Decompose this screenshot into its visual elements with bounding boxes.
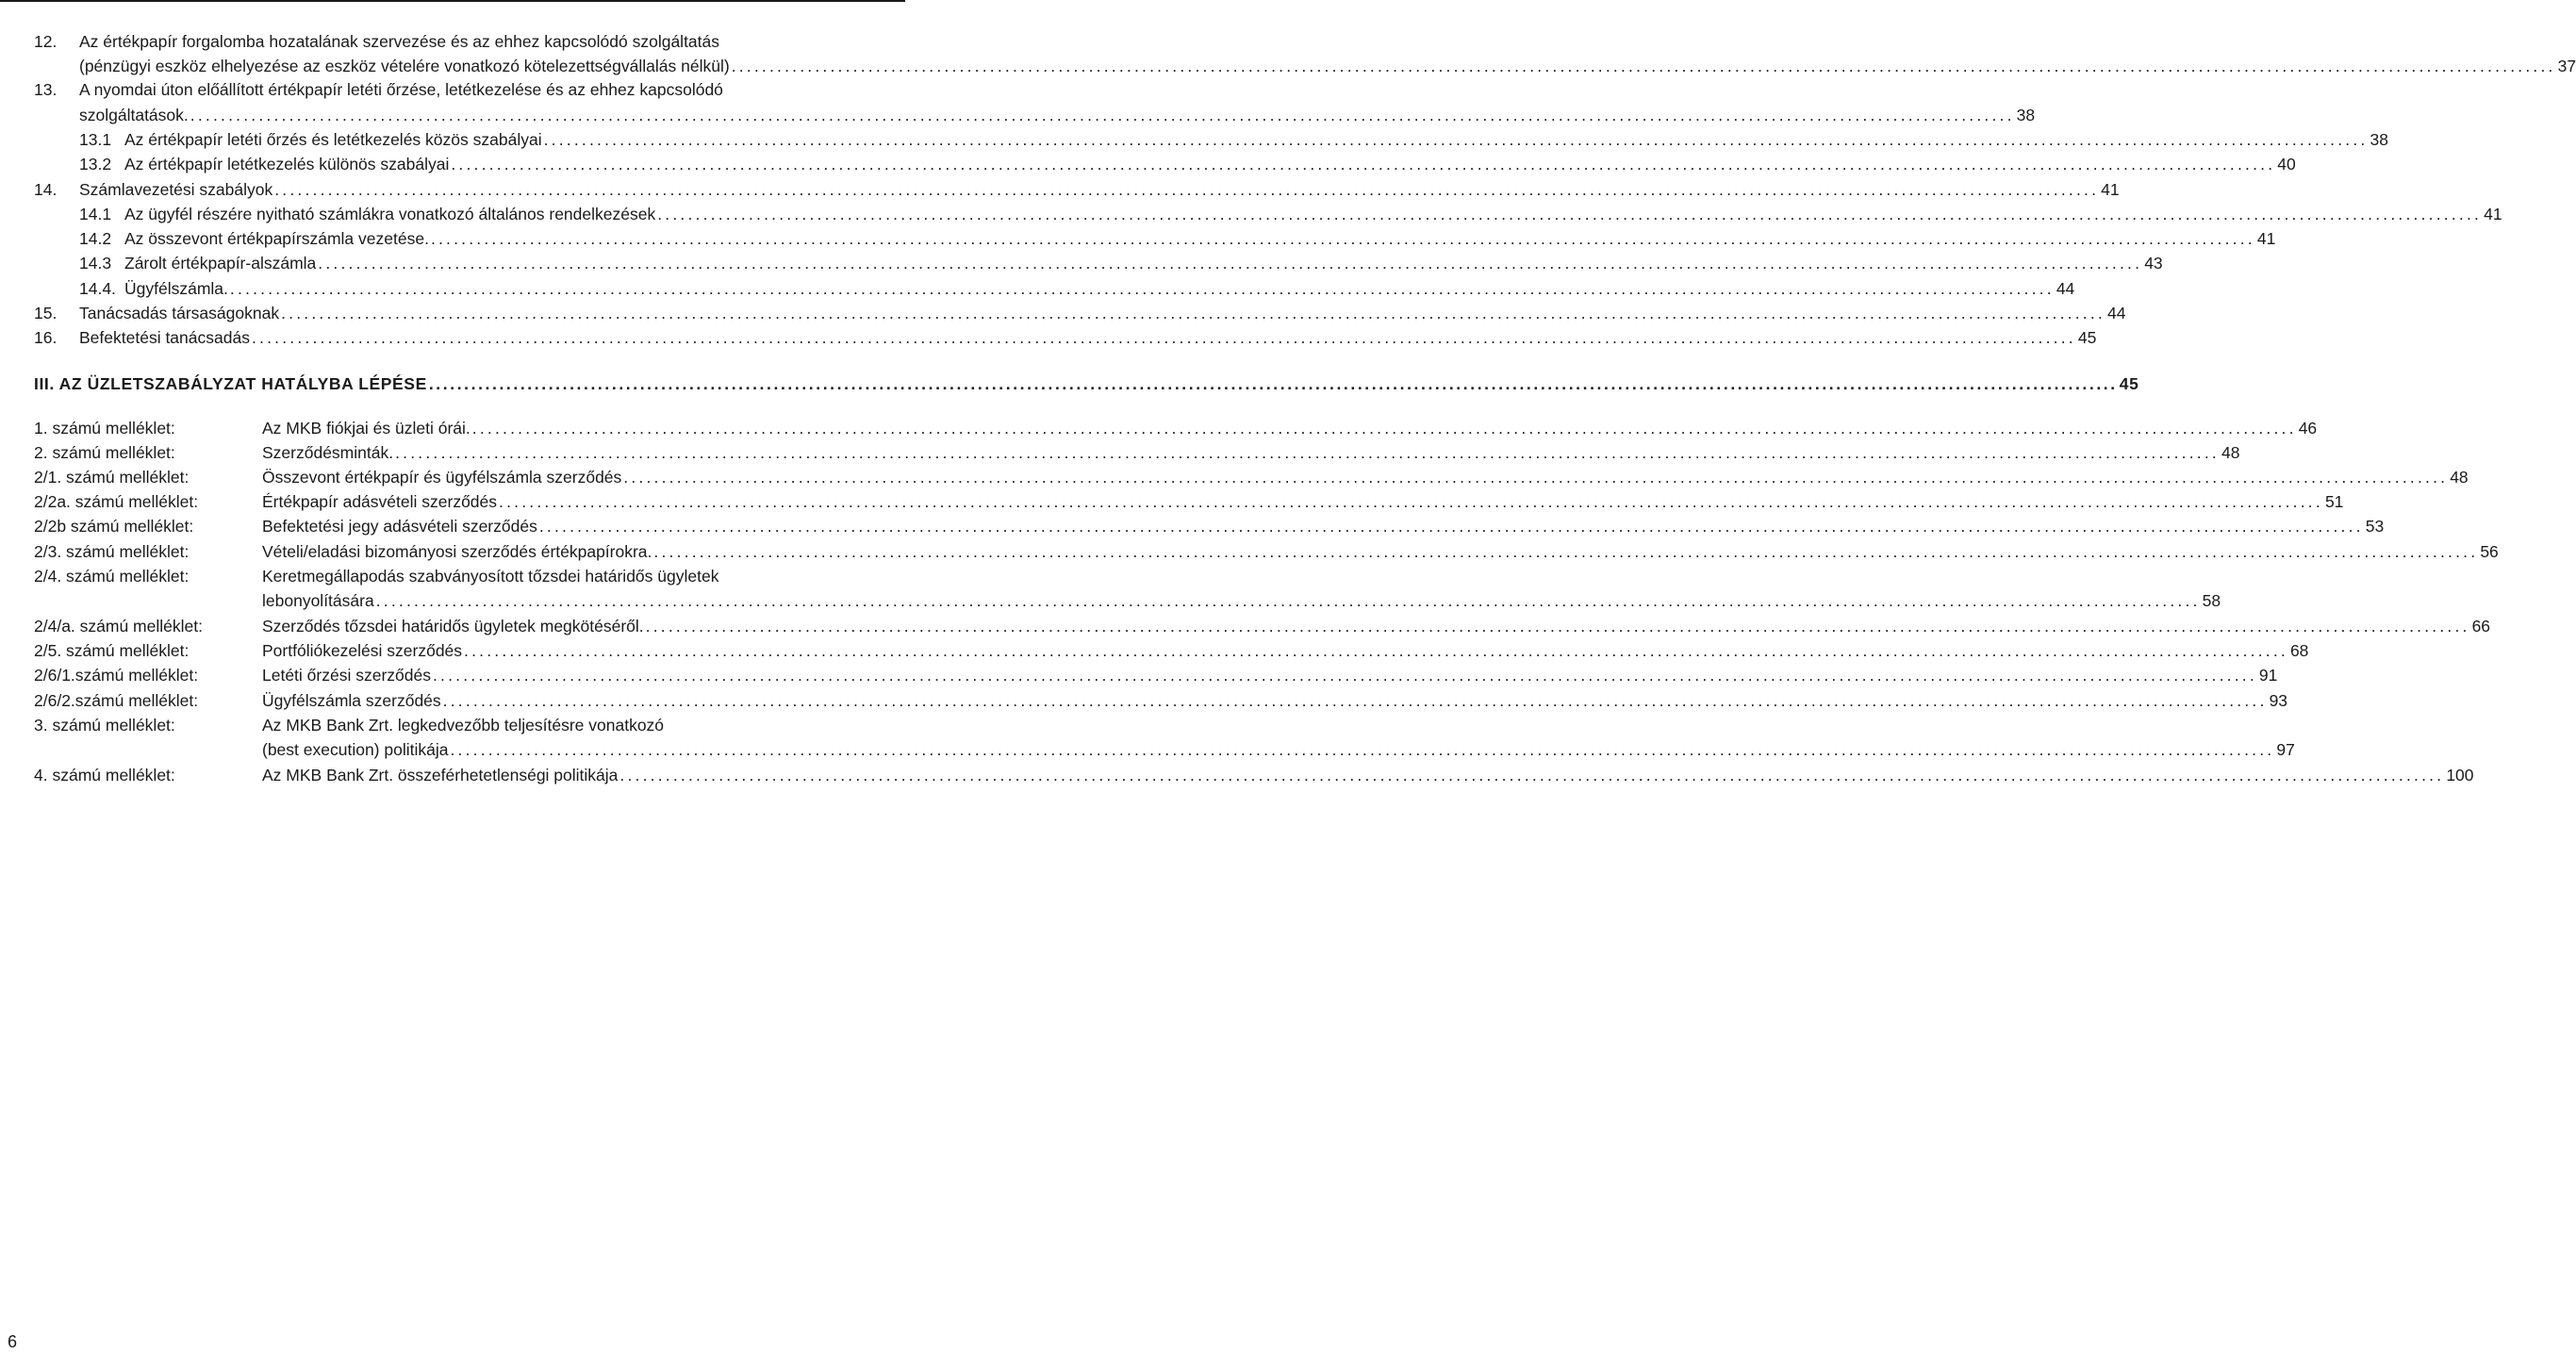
annex-page: 58 (2202, 591, 2221, 610)
annex-label: 2/2a. számú melléklet: (34, 492, 199, 511)
annex-label: 2/4/a. számú melléklet: (34, 617, 203, 636)
toc-entry-text: szolgáltatások. (79, 106, 189, 124)
toc-entry-text: Az összevont értékpapírszámla vezetése. (124, 229, 429, 248)
annex-text: Az MKB Bank Zrt. összeférhetetlenségi politikája (262, 766, 619, 784)
dot-leader (281, 302, 2105, 324)
toc-entry-text: (pénzügyi eszköz elhelyezése az eszköz vételére vonatkozó kötelezettségvállalás nélkül) (79, 57, 730, 75)
toc-annex-3-cont (262, 738, 2295, 761)
annex-page: 91 (2258, 666, 2278, 685)
dot-leader (646, 615, 2470, 637)
toc-annex-2-4-cont (262, 589, 2221, 612)
toc-annex-2-3 (34, 540, 2499, 563)
toc-annex-3 (34, 714, 898, 736)
annex-page: 68 (2289, 641, 2309, 660)
toc-entry-text: A nyomdai úton előállított értékpapír letéti őrzése, letétkezelése és az ehhez kapcsolódó (79, 80, 723, 99)
toc-entry-number: 15. (34, 304, 58, 322)
annex-text: Összevont értékpapír és ügyfélszámla szerződés (262, 468, 622, 487)
annex-label: 4. számú melléklet: (34, 766, 175, 784)
annex-text: Portfóliókezelési szerződés (262, 641, 463, 660)
toc-entry-13 (34, 78, 898, 101)
toc-entry-page: 45 (2077, 328, 2097, 347)
annex-label: 2/6/1.számú melléklet: (34, 666, 199, 685)
annex-label: 2/6/2.számú melléklet: (34, 691, 199, 710)
toc-entry-page: 44 (2106, 304, 2126, 322)
toc-entry-text: Ügyfélszámla. (124, 279, 228, 298)
dot-leader (451, 153, 2275, 175)
toc-entry-14 (34, 178, 2120, 201)
toc-entry-text: Az értékpapír letéti őrzés és letétkezelés közös szabályai (124, 130, 542, 149)
top-rule (0, 0, 905, 2)
annex-page: 48 (2221, 443, 2240, 462)
annex-label: 2/4. számú melléklet: (34, 567, 190, 586)
dot-leader (443, 689, 2268, 712)
toc-entry-number: 14.3 (79, 254, 112, 272)
toc-entry-number: 14.4. (79, 279, 116, 298)
dot-leader (450, 738, 2274, 761)
dot-leader (657, 203, 2482, 225)
dot-leader (499, 490, 2323, 513)
toc-annex-4 (34, 764, 2474, 786)
toc-annex-2 (34, 441, 2240, 464)
dot-leader (433, 664, 2257, 686)
toc-entry-number: 14.2 (79, 229, 112, 248)
toc-entry-14-3 (79, 252, 2163, 274)
toc-entry-text: Az értékpapír forgalomba hozatalának szervezése és az ehhez kapcsolódó szolgáltatás (79, 32, 720, 51)
toc-entry-text: Az ügyfél részére nyitható számlákra vonatkozó általános rendelkezések (124, 205, 656, 223)
annex-text: lebonyolítására (262, 591, 374, 610)
annex-text: Vételi/eladási bizományosi szerződés értékpapírokra. (262, 542, 652, 561)
annex-text: Az MKB Bank Zrt. legkedvezőbb teljesítésre vonatkozó (262, 716, 665, 735)
annex-page: 48 (2450, 468, 2469, 487)
annex-page: 56 (2480, 542, 2499, 561)
dot-leader (252, 326, 2076, 349)
annex-text: Szerződés tőzsdei határidős ügyletek megkötéséről. (262, 617, 644, 636)
annex-label: 1. számú melléklet: (34, 419, 175, 438)
toc-entry-page: 45 (2119, 374, 2139, 393)
annex-page: 93 (2269, 691, 2288, 710)
annex-label: 2. számú melléklet: (34, 443, 175, 462)
toc-entry-page: 38 (2016, 106, 2036, 124)
annex-label: 2/1. számú melléklet: (34, 468, 190, 487)
toc-annex-2-1 (34, 466, 2469, 488)
toc-entry-number: 13.1 (79, 130, 112, 149)
annex-text: Ügyfélszámla szerződés (262, 691, 441, 710)
annex-page: 97 (2276, 740, 2295, 759)
toc-entry-13-1 (79, 128, 2388, 151)
annex-page: 66 (2471, 617, 2491, 636)
toc-section-iii (34, 372, 2139, 395)
toc-entry-number: 13.2 (79, 155, 112, 173)
annex-text: Szerződésminták. (262, 443, 394, 462)
annex-label: 2/3. számú melléklet: (34, 542, 190, 561)
toc-annex-1 (34, 417, 2318, 439)
toc-annex-2-6-2 (34, 689, 2288, 712)
dot-leader (190, 104, 2015, 126)
page-number: 6 (8, 1332, 18, 1351)
dot-leader (431, 227, 2255, 250)
annex-label: 2/5. számú melléklet: (34, 641, 190, 660)
toc-entry-page: 38 (2370, 130, 2388, 149)
toc-entry-14-1 (79, 203, 2502, 225)
annex-text: (best execution) politikája (262, 740, 449, 759)
toc-entry-text: Az értékpapír letétkezelés különös szabályai (124, 155, 450, 173)
toc-entry-page: 37 (2557, 57, 2576, 75)
dot-leader (472, 417, 2297, 439)
dot-leader (732, 55, 2556, 77)
dot-leader (653, 540, 2478, 563)
toc-entry-16 (34, 326, 2097, 349)
dot-leader (274, 178, 2099, 201)
annex-page: 100 (2446, 766, 2474, 784)
dot-leader (429, 372, 2118, 395)
toc-annex-2-4 (34, 565, 898, 587)
toc-entry-text: Befektetési tanácsadás (79, 328, 250, 347)
toc-entry-14-4 (79, 277, 2075, 300)
toc-entry-page: 41 (2484, 205, 2502, 223)
dot-leader (230, 277, 2055, 300)
annex-page: 51 (2324, 492, 2344, 511)
annex-text: Befektetési jegy adásvételi szerződés (262, 517, 537, 536)
dot-leader (544, 128, 2369, 151)
dot-leader (619, 764, 2444, 786)
toc-entry-page: 43 (2144, 254, 2163, 272)
toc-entry-number: 14. (34, 180, 58, 199)
toc-annex-2-4-a (34, 615, 2491, 637)
annex-page: 53 (2365, 517, 2385, 536)
toc-entry-page: 41 (2256, 229, 2276, 248)
dot-leader (318, 252, 2142, 274)
toc-entry-15 (34, 302, 2126, 324)
toc-entry-number: 13. (34, 80, 58, 99)
annex-text: Letéti őrzési szerződés (262, 666, 431, 685)
toc-entry-number: 12. (34, 32, 58, 51)
toc-annex-2-5 (34, 639, 2309, 662)
dot-leader (395, 441, 2220, 464)
annex-text: Keretmegállapodás szabványosított tőzsdei határidős ügyletek (262, 567, 719, 586)
toc-entry-page: 40 (2277, 155, 2296, 173)
dot-leader (539, 515, 2364, 537)
toc-entry-number: 14.1 (79, 205, 112, 223)
toc-entry-text: Zárolt értékpapír-alszámla (124, 254, 317, 272)
annex-text: Az MKB fiókjai és üzleti órái. (262, 419, 471, 438)
toc-annex-2-2a (34, 490, 2344, 513)
toc-annex-2-2b (34, 515, 2385, 537)
dot-leader (623, 466, 2448, 488)
toc-entry-number: 16. (34, 328, 58, 347)
toc-entry-13-2 (79, 153, 2296, 175)
toc-section-title: III. AZ ÜZLETSZABÁLYZAT HATÁLYBA LÉPÉSE (34, 374, 427, 393)
toc-entry-12 (34, 30, 898, 53)
dot-leader (376, 589, 2201, 612)
dot-leader (464, 639, 2288, 662)
toc-annex-2-6-1 (34, 664, 2278, 686)
annex-label: 2/2b számú melléklet: (34, 517, 194, 536)
toc-entry-12-cont (79, 55, 2576, 77)
toc-entry-text: Számlavezetési szabályok (79, 180, 273, 199)
toc-entry-page: 41 (2101, 180, 2120, 199)
annex-label: 3. számú melléklet: (34, 716, 175, 735)
toc-entry-text: Tanácsadás társaságoknak (79, 304, 280, 322)
toc-entry-page: 44 (2056, 279, 2075, 298)
toc-entry-13-cont (79, 104, 2036, 126)
annex-page: 46 (2298, 419, 2318, 438)
toc-entry-14-2 (79, 227, 2276, 250)
annex-text: Értékpapír adásvételi szerződés (262, 492, 498, 511)
